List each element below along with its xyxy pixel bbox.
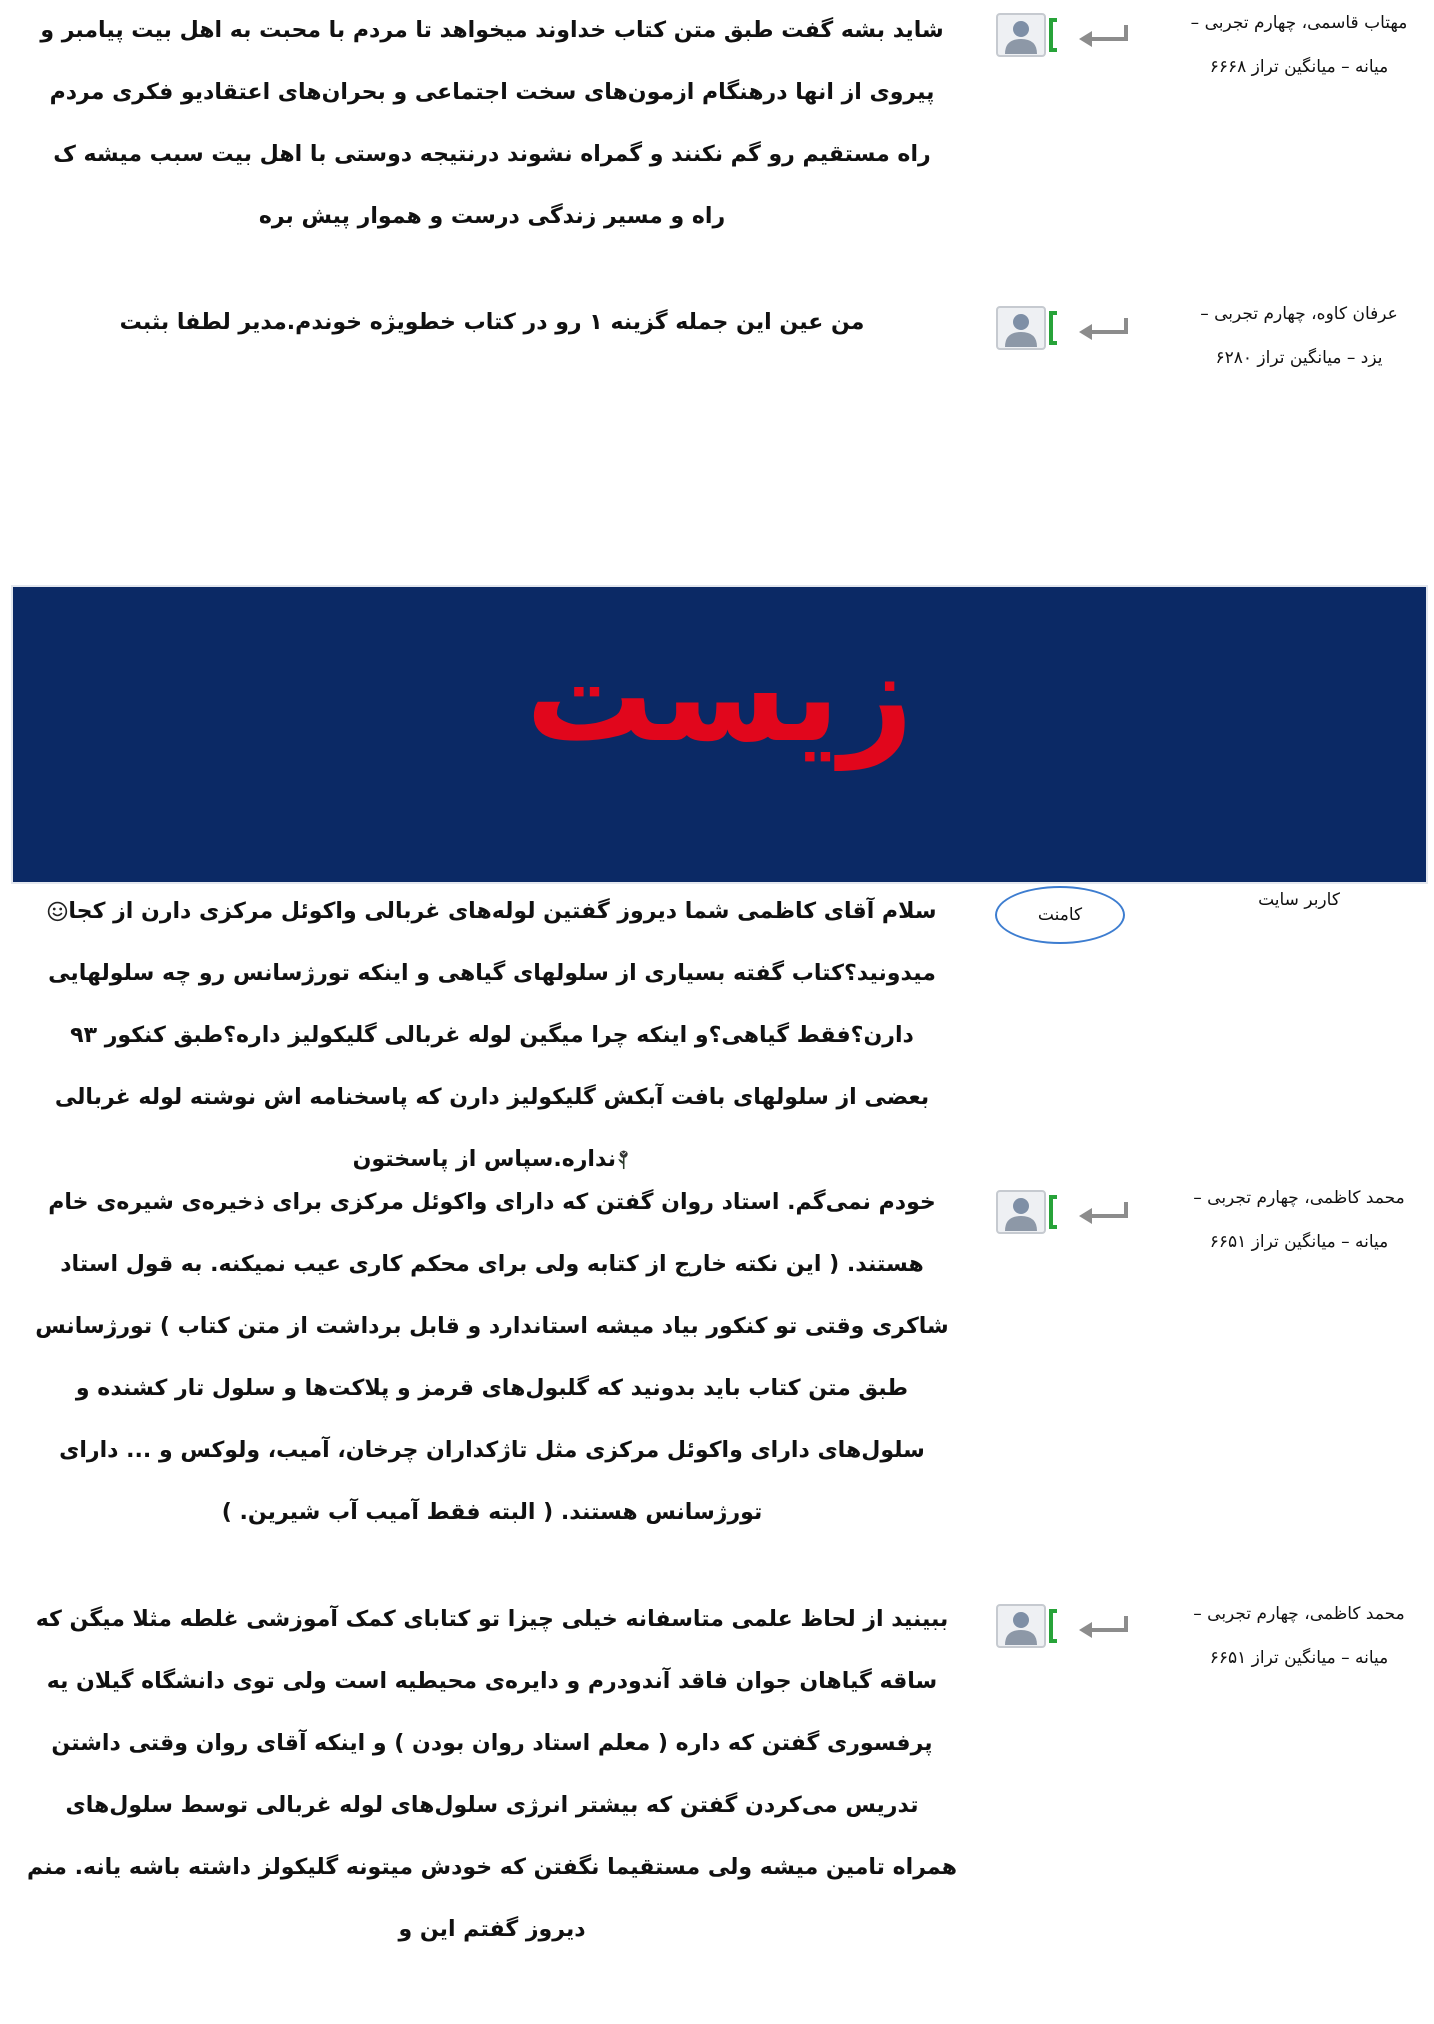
comment-line: من عین این جمله گزینه ۱ رو در کتاب خطویژه خوندم.مدیر لطفا بثبت	[119, 310, 865, 335]
comment-line: ببینید از لحاظ علمی متاسفانه خیلی چیزا تو کتابای کمک آموزشی غلطه مثلا میگن که	[35, 1607, 949, 1632]
author-info-line: میانه – میانگین تراز ۶۶۵۱	[1209, 1648, 1389, 1668]
author-name-line: مهتاب قاسمی، چهارم تجربی –	[1190, 13, 1408, 33]
user-avatar-icon	[996, 1190, 1058, 1234]
user-avatar-icon	[996, 306, 1058, 350]
section-banner	[13, 587, 1426, 882]
comment-line-text: سلام آقای کاظمی شما دیروز گفتین لوله‌های غربالی واکوئل مرکزی دارن از کجا	[68, 899, 937, 924]
comment-line	[24, 881, 960, 943]
user-avatar-icon	[996, 1604, 1058, 1648]
comment-line: طبق متن کتاب باید بدونید که گلبول‌های قرمز و پلاکت‌ها و سلول تار کشنده و	[75, 1376, 909, 1401]
comment-text	[24, 292, 960, 354]
author-info-line: میانه – میانگین تراز ۶۶۶۸	[1209, 57, 1389, 77]
comment-badge: کامنت	[995, 886, 1125, 944]
comment-line: شاکری وقتی تو کنکور بیاد میشه استاندارد و قابل برداشت از متن کتاب ) تورژسانس	[35, 1314, 949, 1339]
comment-line: پرفسوری گفتن که داره ( معلم استاد روان بودن ) و اینکه آقای روان وقتی داشتن	[51, 1731, 933, 1756]
comment-line: شاید بشه گفت طبق متن کتاب خداوند میخواهد تا مردم با محبت به اهل بیت پیامبر و	[40, 18, 944, 43]
comment-author	[1168, 1176, 1430, 1264]
comment-text	[24, 1172, 960, 1544]
comment-line: میدونید؟کتاب گفته بسیاری از سلولهای گیاهی و اینکه تورژسانس رو چه سلولهایی	[48, 961, 936, 986]
avatar[interactable]	[996, 1604, 1058, 1648]
user-avatar-icon	[996, 13, 1058, 57]
comment-line: پیروی از انها درهنگام ازمون‌های سخت اجتماعی و بحران‌های اعتقادیو فکری مردم	[49, 80, 935, 105]
comment-line: دارن؟فقط گیاهی؟و اینکه چرا میگین لوله غربالی گلیکولیز داره؟طبق کنکور ۹۳	[70, 1023, 914, 1048]
author-name-line: محمد کاظمی، چهارم تجربی –	[1193, 1188, 1405, 1208]
author-info-line: یزد – میانگین تراز ۶۲۸۰	[1215, 348, 1383, 368]
avatar[interactable]	[996, 306, 1058, 350]
reply-button[interactable]	[1076, 315, 1132, 341]
smiley-face-icon	[47, 901, 68, 922]
comment-author	[1168, 878, 1430, 922]
reply-button[interactable]	[1076, 1199, 1132, 1225]
reply-arrow-icon	[1076, 1199, 1132, 1225]
reply-arrow-icon	[1076, 1613, 1132, 1639]
comment-line-text: نداره.سپاس از پاسختون	[352, 1147, 616, 1172]
comment-text	[24, 881, 960, 1191]
comment-line: تورژسانس هستند. ( البته فقط آمیب آب شیرین. )	[221, 1500, 763, 1525]
avatar[interactable]	[996, 1190, 1058, 1234]
comment-author	[1168, 1592, 1430, 1680]
comment-author	[1168, 1, 1430, 89]
comment-line: تدریس می‌کردن گفتن که بیشتر انرژی سلول‌های لوله غربالی توسط سلول‌های	[65, 1793, 919, 1818]
reply-button[interactable]	[1076, 22, 1132, 48]
comment-line: دیروز گفتم این و	[398, 1917, 586, 1942]
reply-arrow-icon	[1076, 315, 1132, 341]
reply-arrow-icon	[1076, 22, 1132, 48]
rose-icon	[616, 1148, 631, 1170]
comment-line: بعضی از سلولهای بافت آبکش گلیکولیز دارن که پاسخنامه اش نوشته لوله غربالی	[54, 1085, 930, 1110]
author-name-line: محمد کاظمی، چهارم تجربی –	[1193, 1604, 1405, 1624]
comment-text	[24, 0, 960, 248]
author-name-line: کاربر سایت	[1258, 890, 1340, 910]
comment-author	[1168, 292, 1430, 380]
comment-line: همراه تامین میشه ولی مستقیما نگفتن که خودش میتونه گلیکولز داشته باشه یانه. منم	[26, 1855, 957, 1880]
section-title: زیست	[525, 622, 914, 771]
comment-line: ساقه گیاهان جوان فاقد آندودرم و دایره‌ی محیطیه است ولی توی دانشگاه گیلان یه	[46, 1669, 938, 1694]
comment-line: خودم نمی‌گم. استاد روان گفتن که دارای واکوئل مرکزی برای ذخیره‌ی شیره‌ی خام	[48, 1190, 936, 1215]
comment-line: راه مستقیم رو گم نکنند و گمراه نشوند درنتیجه دوستی با اهل بیت سبب میشه ک	[53, 142, 931, 167]
comment-line: هستند. ( این نکته خارج از کتابه ولی برای محکم کاری عیب نمیکنه. به قول استاد	[60, 1252, 924, 1277]
reply-button[interactable]	[1076, 1613, 1132, 1639]
comment-text	[24, 1589, 960, 1961]
avatar[interactable]	[996, 13, 1058, 57]
comment-line: راه و مسیر زندگی درست و هموار پیش بره	[258, 204, 726, 229]
comment-line: سلول‌های دارای واکوئل مرکزی مثل تاژکداران چرخان، آمیب، ولوکس و ... دارای	[59, 1438, 925, 1463]
author-info-line: میانه – میانگین تراز ۶۶۵۱	[1209, 1232, 1389, 1252]
author-name-line: عرفان کاوه، چهارم تجربی –	[1200, 304, 1398, 324]
